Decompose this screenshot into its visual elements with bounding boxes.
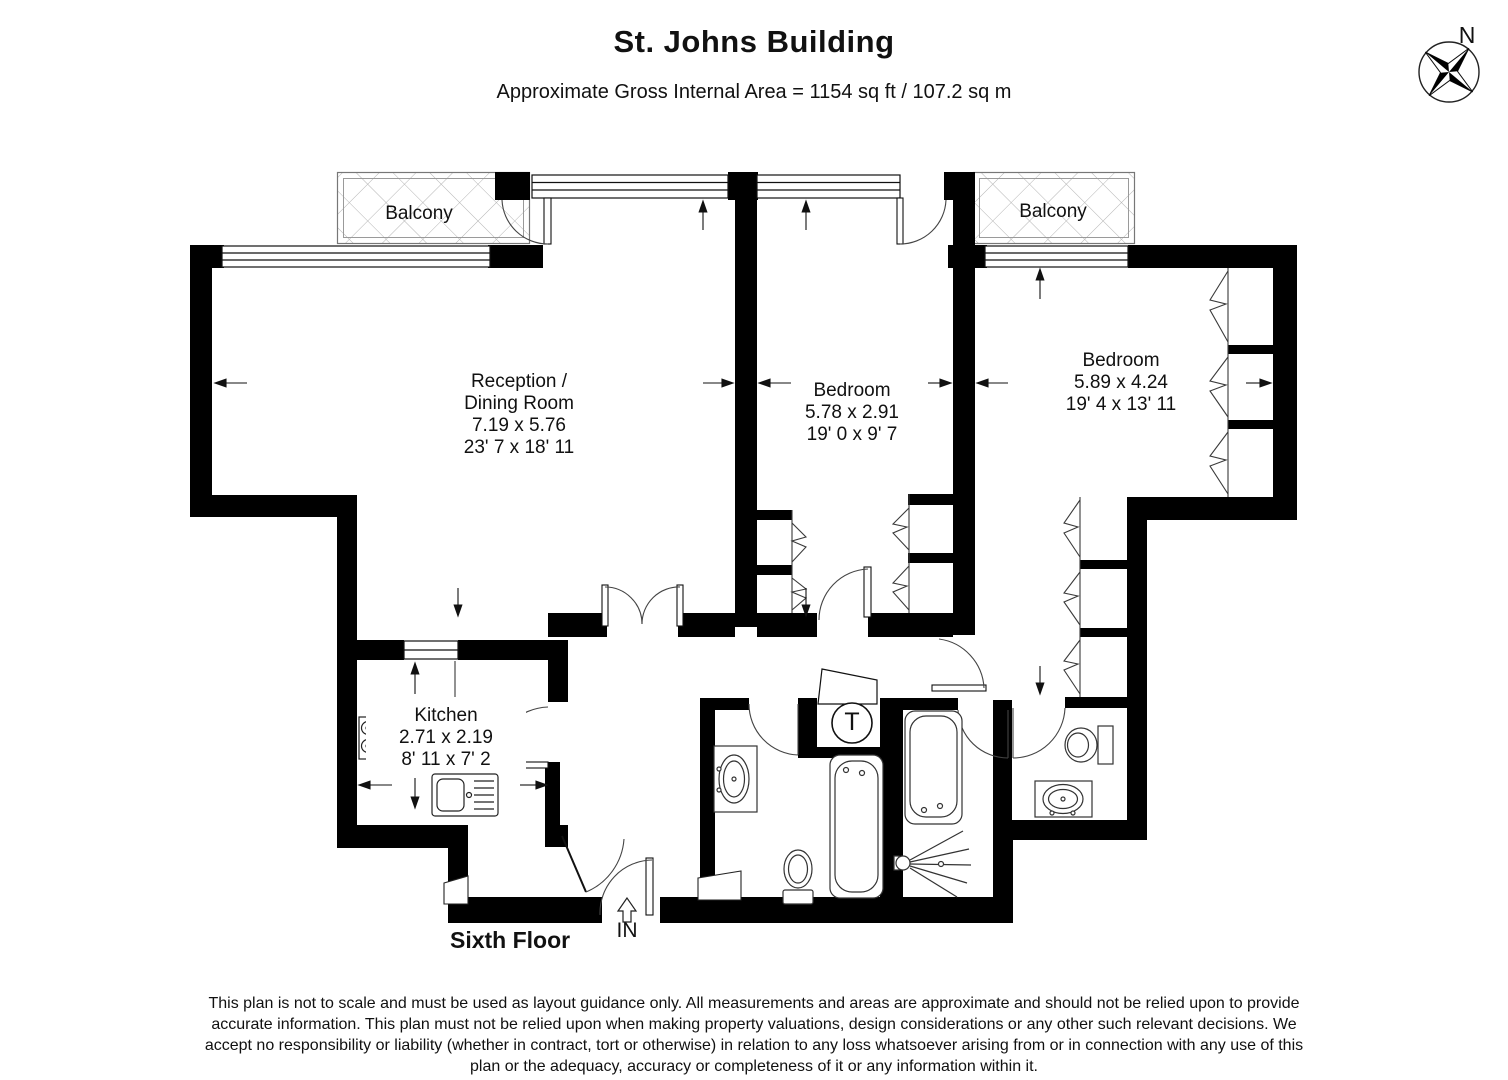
ensuite-washbasin-icon bbox=[1035, 781, 1092, 817]
bedroom-1-dim-metric: 5.78 x 2.91 bbox=[804, 402, 900, 423]
room-label-reception bbox=[419, 371, 619, 459]
toilet-icon bbox=[783, 850, 813, 904]
reception-dim-imperial: 23' 7 x 18' 11 bbox=[463, 437, 575, 458]
page-subtitle: Approximate Gross Internal Area = 1154 sq ft / 107.2 sq m bbox=[496, 81, 1012, 103]
floor-label: Sixth Floor bbox=[450, 927, 571, 953]
kitchen-name: Kitchen bbox=[414, 705, 478, 726]
washbasin-icon bbox=[714, 746, 757, 812]
reception-name-line1: Reception / bbox=[470, 371, 568, 392]
bathtub-2-icon bbox=[905, 711, 962, 824]
reception-name-line2: Dining Room bbox=[464, 393, 574, 414]
room-label-bedroom-1 bbox=[752, 380, 952, 446]
bedroom-2-dim-metric: 5.89 x 4.24 bbox=[1073, 372, 1169, 393]
kitchen-dim-imperial: 8' 11 x 7' 2 bbox=[401, 749, 491, 770]
ensuite-toilet-icon bbox=[1065, 726, 1113, 764]
disclaimer-text: This plan is not to scale and must be used as layout guidance only. All measurements and areas are approximate and should not be relied upon to provide accurate information. This plan must not be relied upon when making property valuations, design considerations or any other such relevant decisions. We accept no responsibility or liability (whether in contract, tort or otherwise) in relation to any loss whatsoever arising from or in connection with any use of this plan or the adequacy, accuracy or completeness of it or any information within it. bbox=[204, 995, 1304, 1075]
page-title: St. Johns Building bbox=[613, 24, 895, 59]
bedroom-1-dim-imperial: 19' 0 x 9' 7 bbox=[806, 424, 898, 445]
room-label-kitchen bbox=[366, 705, 526, 771]
bathtub-icon bbox=[830, 755, 883, 898]
windows bbox=[222, 175, 1128, 659]
compass-north-label: N bbox=[1458, 22, 1476, 48]
wardrobe-symbols bbox=[792, 268, 1228, 697]
reception-dim-metric: 7.19 x 5.76 bbox=[471, 415, 567, 436]
bedroom-2-name: Bedroom bbox=[1082, 350, 1160, 371]
doors bbox=[493, 198, 1065, 915]
bedroom-1-name: Bedroom bbox=[813, 380, 891, 401]
kitchen-sink-icon bbox=[432, 774, 498, 816]
room-label-balcony-left: Balcony bbox=[385, 203, 453, 224]
tank-label: T bbox=[844, 708, 860, 736]
kitchen-dim-metric: 2.71 x 2.19 bbox=[398, 727, 494, 748]
room-label-balcony-right: Balcony bbox=[1019, 201, 1087, 222]
room-label-bedroom-2 bbox=[1021, 350, 1221, 416]
entrance-label: IN bbox=[616, 919, 638, 942]
bedroom-2-dim-imperial: 19' 4 x 13' 11 bbox=[1065, 394, 1177, 415]
shower-icon bbox=[894, 831, 971, 897]
